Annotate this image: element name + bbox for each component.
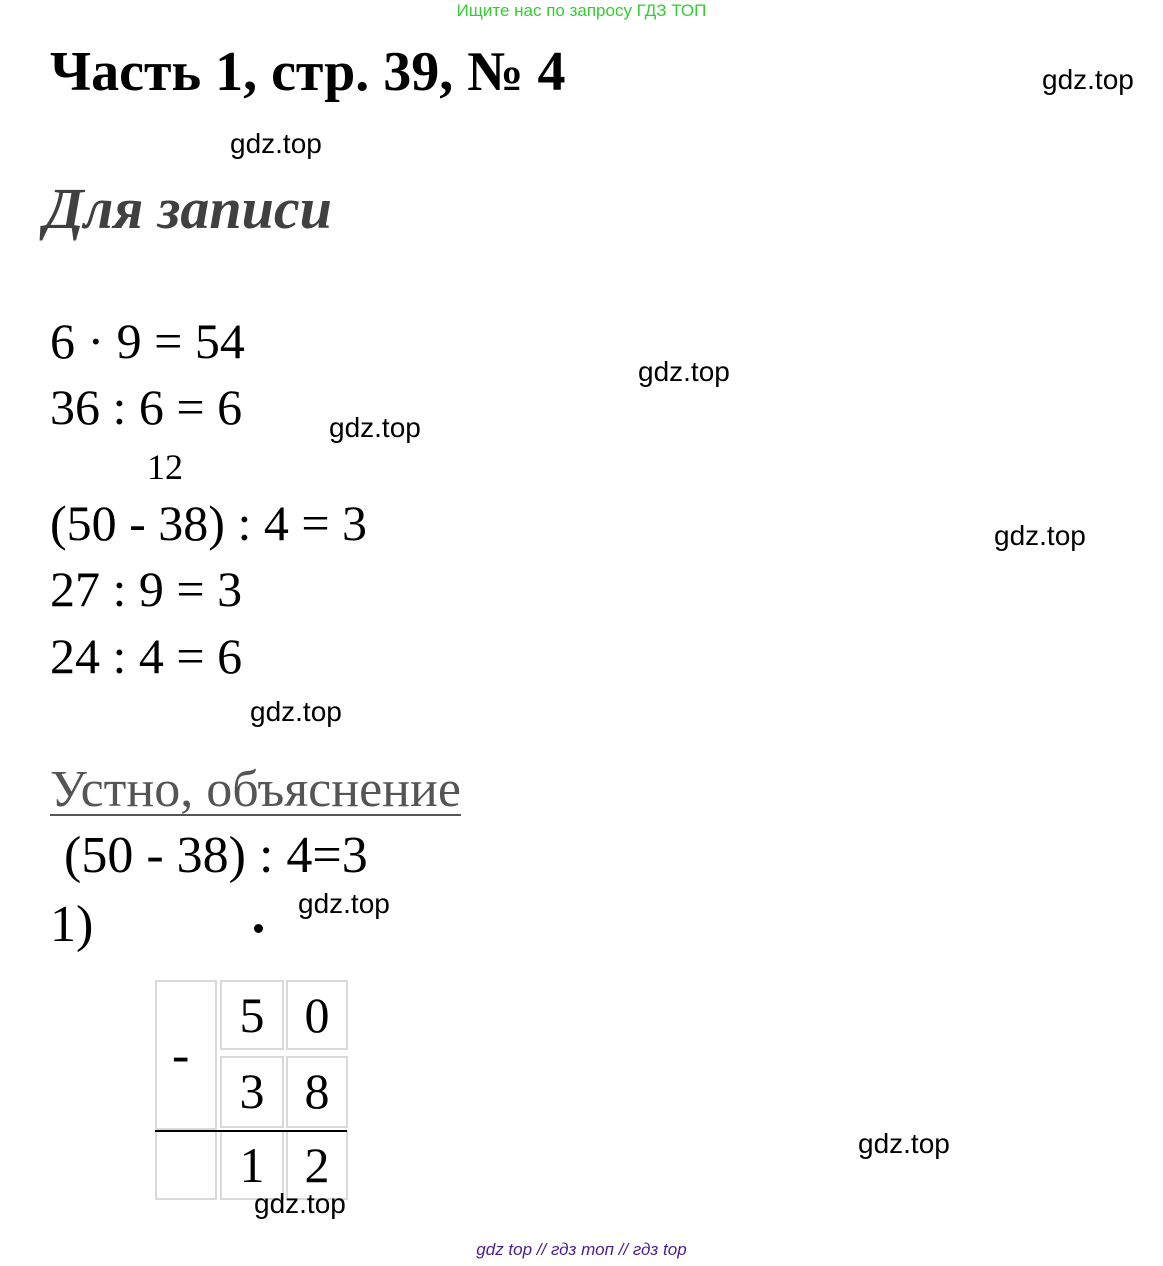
oral-expression: (50 - 38) : 4=3 (64, 827, 368, 884)
equation-1: 6 · 9 = 54 (50, 313, 245, 369)
watermark: gdz.top (250, 696, 342, 727)
watermark: gdz.top (858, 1128, 950, 1159)
empty-cell (155, 1130, 217, 1200)
watermark: gdz.top (329, 412, 421, 443)
top-banner[interactable]: Ищите нас по запросу ГДЗ ТОП (456, 1, 707, 20)
column-subtraction-grid (155, 980, 355, 1200)
subtrahend-digit: 3 (220, 1056, 284, 1128)
equation-4: 27 : 9 = 3 (50, 561, 243, 617)
subtrahend-digit: 8 (286, 1056, 348, 1128)
minuend-digit: 5 (220, 980, 284, 1050)
step-label: 1) (50, 896, 94, 953)
result-digit: 2 (286, 1130, 348, 1200)
watermark: gdz.top (230, 128, 322, 159)
section-heading-written: Для записи (44, 176, 332, 241)
watermark: gdz.top (254, 1188, 346, 1219)
section-heading-oral: Устно, объяснение (50, 761, 461, 818)
equation-3: (50 - 38) : 4 = 3 (50, 495, 368, 551)
watermark: gdz.top (1042, 64, 1134, 95)
result-digit: 1 (220, 1130, 284, 1200)
watermark: gdz.top (298, 888, 390, 919)
equation-2: 36 : 6 = 6 (50, 379, 243, 435)
watermark: gdz.top (638, 356, 730, 387)
bullet-dot (254, 924, 263, 933)
minuend-digit: 0 (286, 980, 348, 1050)
page-title: Часть 1, стр. 39, № 4 (50, 41, 566, 103)
intermediate-note: 12 (147, 447, 183, 487)
minus-sign: - (172, 1027, 190, 1084)
watermark: gdz.top (994, 520, 1086, 551)
equation-5: 24 : 4 = 6 (50, 628, 243, 684)
result-line (155, 1130, 347, 1132)
footer-links[interactable]: gdz top // гдз топ // гдз top (476, 1240, 687, 1259)
